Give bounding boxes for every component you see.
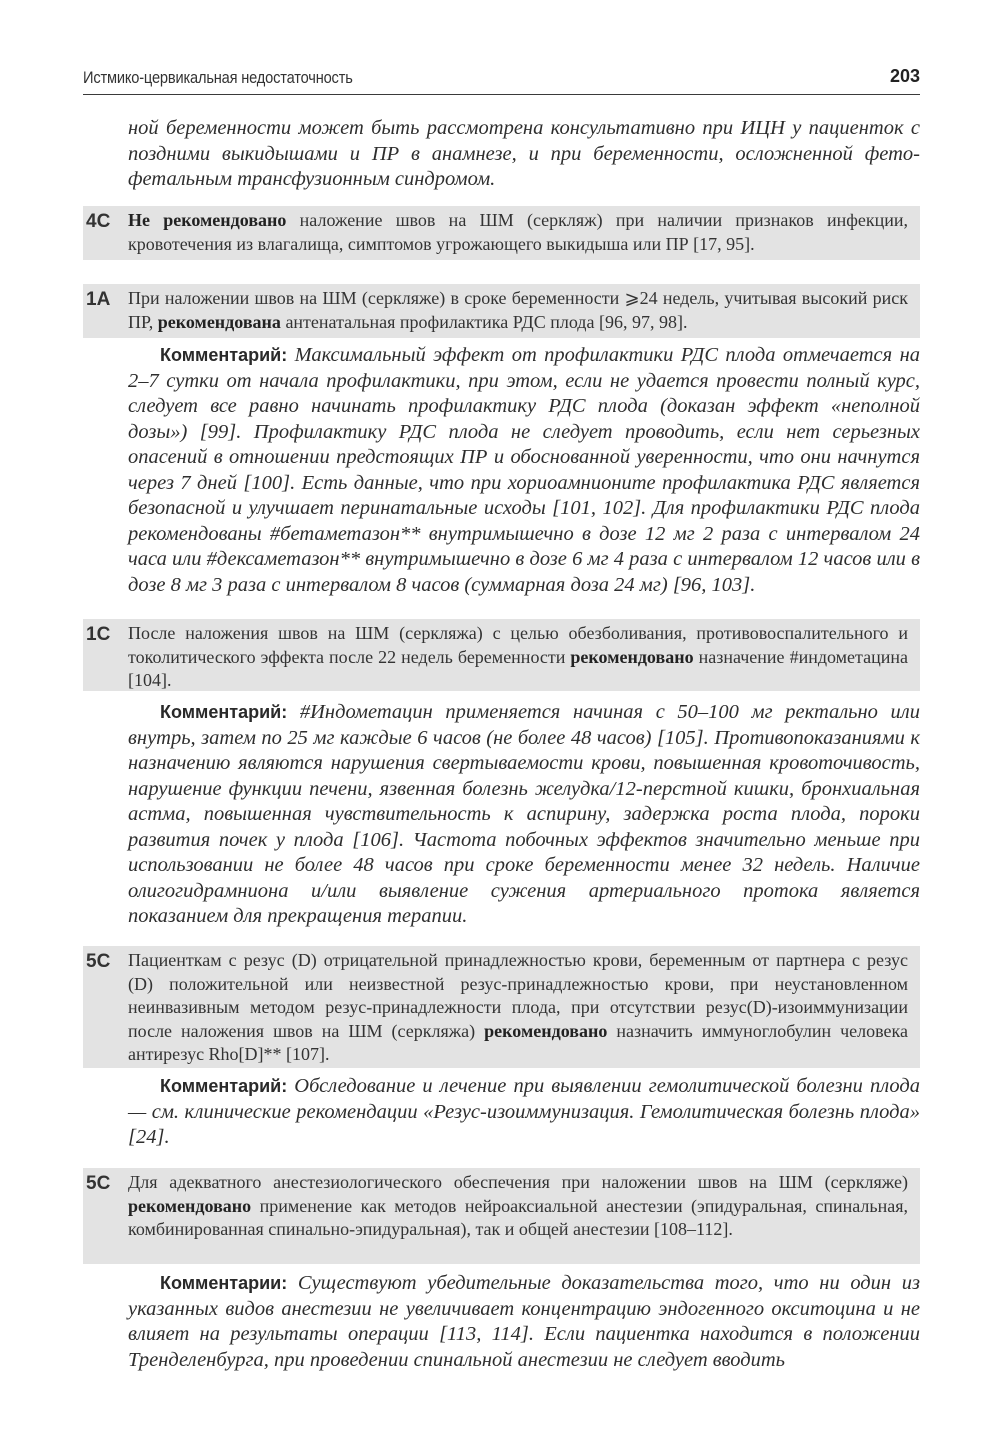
running-header xyxy=(83,60,920,95)
recommendation-box-1c xyxy=(83,619,920,691)
evidence-grade: 1A xyxy=(86,289,111,310)
recommendation-box-1a xyxy=(83,284,920,338)
recommendation-box-5c-anesthesia xyxy=(83,1168,920,1264)
recommendation-text: При наложении швов на ШМ (серкляже) в сроке беременности ⩾24 недель, учитывая высокий риск ПР, рекомендована антенатальная профилактика РДС плода [96, 97, 98]. xyxy=(128,288,908,332)
evidence-grade: 1C xyxy=(86,624,111,645)
recommendation-text: Не рекомендовано наложение швов на ШМ (серкляж) при наличии признаков инфекции, кровотечения из влагалища, симптомов угрожающего выкидыша или ПР [17, 95]. xyxy=(128,210,909,254)
comment-label: Комментарий: xyxy=(160,345,288,365)
recommendation-text: После наложения швов на ШМ (серкляжа) с целью обезболивания, противовоспалительного и токолитического эффекта после 22 недель беременности рекомендовано назначение #индометацина [104]. xyxy=(128,623,908,690)
intro-paragraph xyxy=(128,116,920,193)
comment-label: Комментарии: xyxy=(160,1273,288,1293)
recommendation-box-4c xyxy=(83,206,920,260)
comment-paragraph-rds: Комментарий: Максимальный эффект от профилактики РДС плода отмечается на 2–7 сутки от начала профилактики, при этом, если не удается провести полный курс, следует все равно начинать профилактику РДС плода (доказан эффект «неполной дозы») [99]. Профилактику РДС плода не следует проводить, если нет серьезных опасений в отношении предстоящих ПР и обоснованной уверенности, что они начнутся через 7 дней [100]. Есть данные, что при хориоамнионите профилактика РДС является безопасной и улучшает перинатальные исходы [101, 102]. Для профилактики РДС плода рекомендованы #бетаметазон** внутримышечно в дозе 12 мг 2 раза с интервалом 24 часа или #дексаметазон** внутримышечно в дозе 6 мг 4 раза с интервалом 12 часов или в дозе 8 мг 3 раза с интервалом 8 часов (суммарная доза 24 мг) [96, 103]. xyxy=(128,344,920,596)
evidence-grade: 4C xyxy=(86,211,111,232)
recommendation-text: Пациенткам с резус (D) отрицательной принадлежностью крови, беременным от партнера с резус (D) положительной или неизвестной резус-принадлежностью крови, при неустановленном неинвазивным методом резус-принадлежности плода, при отсутствии резус(D)-изоиммунизации после наложения швов на ШМ (серкляжа) рекомендовано назначить иммуноглобулин человека антирезус Rho[D]** [107]. xyxy=(128,950,908,1064)
evidence-grade: 5C xyxy=(86,951,111,972)
recommendation-box-5c-rhesus xyxy=(83,946,920,1068)
comment-paragraph-anesthesia: Комментарии: Существуют убедительные доказательства того, что ни один из указанных видов анестезии не увеличивает концентрацию эндогенного окситоцина и не влияет на результаты операции [113, 114]. Если пациентка находится в положении Тренделенбурга, при проведении спинальной анестезии не следует вводить xyxy=(128,1272,920,1371)
page-number: 203 xyxy=(889,66,920,86)
evidence-grade: 5C xyxy=(86,1173,111,1194)
comment-label: Комментарий: xyxy=(160,1076,288,1096)
comment-label: Комментарий: xyxy=(160,702,288,722)
chapter-title: Истмико-цервикальная недостаточность xyxy=(83,68,353,87)
comment-paragraph-indomethacin: Комментарий: #Индометацин применяется начиная с 50–100 мг ректально или внутрь, затем по 25 мг каждые 6 часов (не более 48 часов) [105]. Противопоказаниями к назначению являются нарушения свертываемости крови, повышенная кровоточивость, нарушение функции печени, язвенная болезнь желудка/12-перстной кишки, бронхиальная астма, повышенная чувствительность к аспирину, задержка роста плода, пороки развития почек у плода [106]. Частота побочных эффектов значительно меньше при использовании не более 48 часов при сроке беременности менее 32 недель. Наличие олигогидрамниона и/или выявление сужения артериального протока является показанием для прекращения терапии. xyxy=(128,701,920,927)
recommendation-keyword: рекомендовано xyxy=(570,646,694,667)
recommendation-keyword: рекомендована xyxy=(157,311,281,332)
recommendation-keyword: рекомендовано xyxy=(484,1020,608,1041)
recommendation-keyword: рекомендовано xyxy=(128,1195,252,1216)
intro-text: ной беременности может быть рассмотрена консультативно при ИЦН у пациенток с поздними выкидышами и ПР в анамнезе, и при беременности, осложненной фето-фетальным трансфузионным синдромом. xyxy=(128,117,920,190)
comment-paragraph-rhesus: Комментарий: Обследование и лечение при выявлении гемолитической болезни плода — см. клинические рекомендации «Резус-изоиммунизация. Гемолитическая болезнь плода» [24]. xyxy=(128,1075,920,1148)
recommendation-text: Для адекватного анестезиологического обеспечения при наложении швов на ШМ (серкляже) рекомендовано применение как методов нейроаксиальной анестезии (эпидуральная, спинальная, комбинированная спинально-эпидуральная), так и общей анестезии [108–112]. xyxy=(128,1172,908,1239)
recommendation-keyword: Не рекомендовано xyxy=(128,210,287,230)
